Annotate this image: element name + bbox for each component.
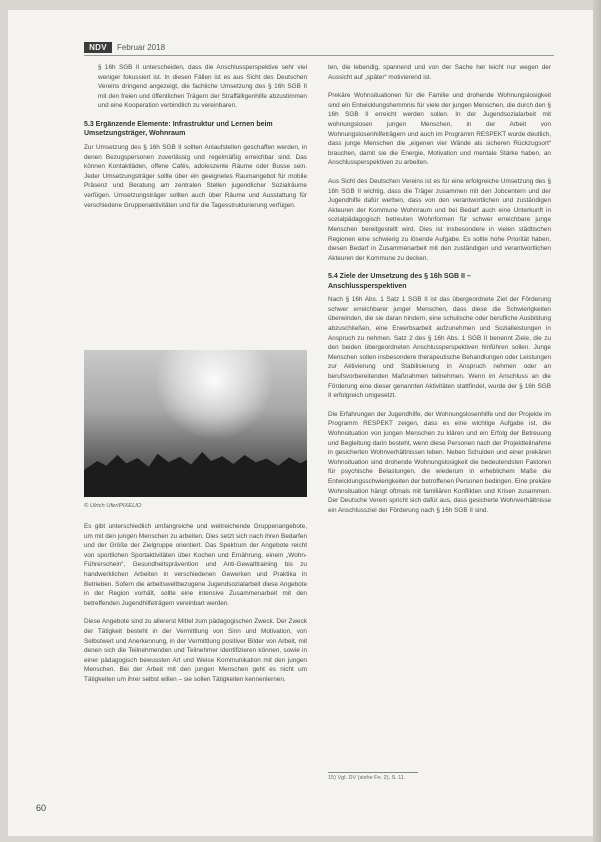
- section-heading-5-4: 5.4 Ziele der Umsetzung des § 16h SGB II – Anschlussperspektiven: [328, 273, 471, 290]
- paragraph-goals: Nach § 16h Abs. 1 Satz 1 SGB II ist das übergeordnete Ziel der Förderung schwer erreichbarer junger Menschen, dass diese die Schwierigkeiten überwinden, die sie daran hindern, eine schulische oder berufliche Ausbildung abzuschließen, eine Erwerbsarbeit aufzunehmen und Sozialleistungen in Anspruch zu nehmen. Satz 2 des § 16h Abs. 1 SGB II benennt Ziele, die zu den beiden übergeordneten Anschlussperspektiven hinführen sollen. Junge Menschen sollen insbesondere therapeutische Behandlungen oder Leistungen zur Aktivierung und Stabilisierung in Anspruch nehmen oder an berufsvorbereitenden Maßnahmen teilnehmen. Wenn im Anschluss an die Förderung eine dieser genannten Aktivitäten stattfindet, wurde der § 16h SGB II erfolgreich umgesetzt.: [328, 296, 551, 400]
- ndv-logo: NDV: [84, 42, 112, 53]
- crowd-silhouette: [84, 437, 307, 497]
- issue-date: Februar 2018: [117, 43, 166, 52]
- photo-credit: © Ulrich Ufer/PIXELIO: [84, 503, 142, 509]
- page-number: 60: [36, 803, 47, 813]
- section-heading-5-3: 5.3 Ergänzende Elemente: Infrastruktur und Lernen beim Umsetzungsträger, Wohnraum: [84, 120, 273, 138]
- header-rule: [84, 55, 554, 56]
- paragraph-intro: § 16h SGB II unterscheiden, dass die Anschlussperspektive sehr viel weniger fokussiert ist. In diesen Fällen ist es aus Sicht des Deutschen Vereins dringend angezeigt, die fachliche Umsetzung des § 16h SGB II mit den freien und öffentlichen Trägern der Straffälligenhilfe abzustimmen und eine Kooperation verbindlich zu vereinbaren.: [98, 64, 307, 110]
- paragraph-housing: Prekäre Wohnsituationen für die Familie und drohende Wohnungslosigkeit sind ein Entwicklungshemmnis für viele der jungen Menschen, die durch den § 16h SGB II erreicht werden sollen. In der Jugendsozialarbeit mit wohnungslosen jungen Menschen, in der Arbeit von Wohnungslosenhilfeträgern und auch im Programm RESPEKT wurde deutlich, dass junge Menschen die „eigenen vier Wände als sicheren Rückzugsort“ brauchen, damit sie die Energie, Motivation und mentale Stärke haben, an Anschlussperspektiven zu arbeiten.: [328, 92, 551, 167]
- left-column-top: [84, 63, 307, 219]
- scan-edge: [593, 0, 601, 842]
- left-column-bottom: [84, 522, 307, 694]
- paragraph-continued: ten, die lebendig, spannend und von der Sache her leicht nur wegen der Aussicht auf „später“ motivierend ist.: [328, 64, 551, 81]
- paragraph-infrastructure: Zur Umsetzung des § 16h SGB II sollten Anlaufstellen geschaffen werden, in denen Bezugspersonen zuverlässig und regelmäßig erreichbar sind. Das können Kontaktläden, offene Cafés, adoleszente Räume oder Busse sein. Jeder Umsetzungsträger sollte über ein geeignetes Raumangebot für mobile Präsenz und Beratung am zentralen Stellen jugendlicher Sozialräume verfügen. Umsetzungsträger sollten auch über Räume und Ausstattung für verschiedene Gruppenaktivitäten und für die Tagesstrukturierung verfügen.: [84, 143, 307, 209]
- concert-crowd-photo: [84, 350, 307, 497]
- footnote: 15) Vgl. DV (siehe Fn. 2), S. 11.: [328, 775, 406, 781]
- paragraph-group-offers: Es gibt unterschiedlich umfangreiche und weitreichende Gruppenangebote, um mit den jungen Menschen zu arbeiten. Dies setzt sich nach ihren Bedarfen und der Größe der Zielgruppe orientiert. Das Spektrum der Angebote reicht von sportlichen Sportaktivitäten über Kochen und Ernährung, einem „Wohn-Führerschein“, Gesundheitsprävention und Anti-Gewalttraining bis zu handwerklichen Arbeiten in verschiedenen Gewerken und Praktika in Betrieben. Sofern die arbeitsweltbezogene Jugendsozialarbeit diese Angebote in der Region vorhält, sollte eine intensive Zusammenarbeit mit den betreffenden Jugendhilfeträgern vereinbart werden.: [84, 523, 307, 607]
- paragraph-experience: Die Erfahrungen der Jugendhilfe, der Wohnungslosenhilfe und der Projekte im Programm RESPEKT zeigen, dass es eine wichtige Aufgabe ist, die Wohnsituation von jungen Menschen zu klären und ein Erfolg der Betreuung und Begleitung darin besteht, wenn diese Personen nach der Projektteilnahme in gesicherten Wohnverhältnissen leben. Neben Schulden und einer prekären Wohnsituation sind drohende Wohnungslosigkeit die bedeutendsten Faktoren für psychische Belastungen, die wiederum in erheblichem Maße die Entwicklungsschwierigkeiten der betroffenen Personen bedingen. Eine prekäre Wohnsituation hängt oftmals mit familiären Konflikten und Krisen zusammen. Der Deutsche Verein spricht sich dafür aus, dass gesicherte Wohnverhältnisse ein Anschlussziel der Förderung nach § 16h SGB II sind.: [328, 410, 551, 514]
- right-column: [328, 63, 551, 524]
- paragraph-success: Aus Sicht des Deutschen Vereins ist es für eine erfolgreiche Umsetzung des § 16h SGB II wichtig, dass die Träger zusammen mit den Jobcentern und der Jugendhilfe dafür werben, dass von den verantwortlichen und zuständigen Akteuren der Kommune Wohnraum und bei Bedarf auch eine Unterkunft in sozialpädagogisch betreuten Wohnformen für schwer erreichbare junge Menschen bereitgestellt wird. Dies ist insbesondere in vielen städtischen Regionen eine schwierig zu lösende Aufgabe. Es sollte hohe Priorität haben, diesen Bedarf in Zusammenarbeit mit den zuständigen und verantwortlichen Akteuren der Kommune zu decken.: [328, 177, 551, 262]
- paragraph-offers-purpose: Diese Angebote sind zu allererst Mittel zum pädagogischen Zweck. Der Zweck der Tätigkeit besteht in der Vermittlung von Sinn und Motivation, von Selbstwert und Anerkennung, in der Vermittlung positiver Bilder von Arbeit, mit denen sich die Teilnehmenden und Teilnehmer identifizieren können, sowie in einer pädagogisch bewussten Art und Weise Kommunikation mit den jungen Menschen. Bei der Arbeit mit den jungen Menschen geht es nicht um Tätigkeiten um ihrer selbst willen – sie sollen Tätigkeiten kennenlernen.: [84, 618, 307, 683]
- footnote-rule: [328, 772, 418, 773]
- stage-light: [154, 350, 274, 440]
